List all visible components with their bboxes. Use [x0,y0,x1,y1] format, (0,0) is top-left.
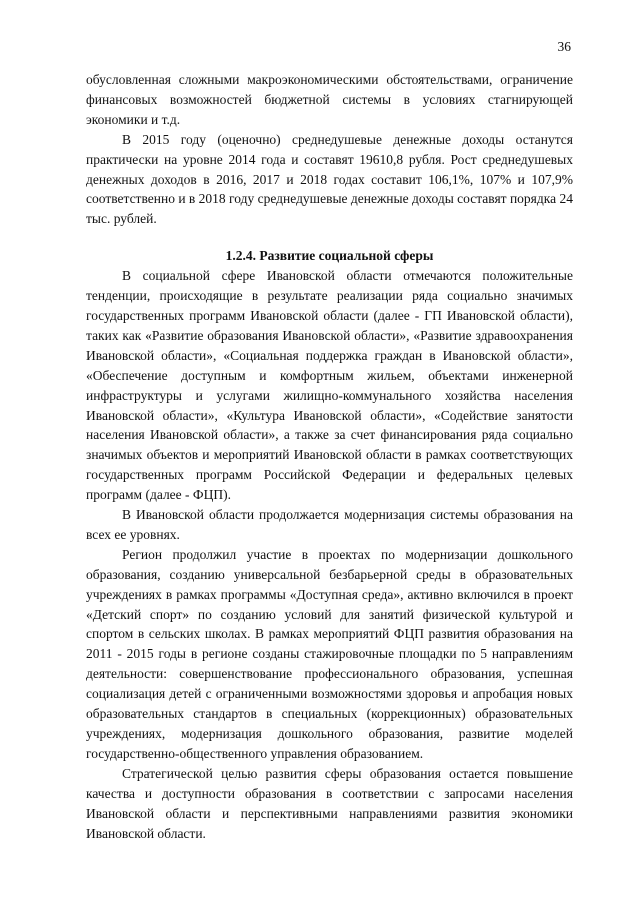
paragraph: В Ивановской области продолжается модернизация системы образования на всех ее уровнях. [86,507,573,542]
document-body [86,70,573,843]
paragraph: В социальной сфере Ивановской области отмечаются положительные тенденции, происходящие в результате реализации ряда социально значимых государственных программ Ивановской области (далее - ГП Ивановской области), таких как «Развитие образования Ивановской области», «Развитие здравоохранения Ивановской области», «Социальная поддержка граждан в Ивановской области», «Обеспечение доступным и комфортным жильем, объектами инженерной инфраструктуры и услугами жилищно-коммунального хозяйства населения Ивановской области», «Культура Ивановской области», «Содействие занятости населения Ивановской области», а также за счет финансирования ряда социально значимых объектов и мероприятий Ивановской области в рамках соответствующих государственных программ Российской Федерации и федеральных целевых программ (далее - ФЦП). [86,268,573,503]
section-heading: 1.2.4. Развитие социальной сферы [225,248,434,264]
paragraph: В 2015 году (оценочно) среднедушевые денежные доходы останутся практически на уровне 2014 года и составят 19610,8 рубля. Рост среднедушевых денежных доходов в 2016, 2017 и 2018 годах составит 106,1%, 107% и 107,9% соответственно и в 2018 году среднедушевые денежные доходы составят порядка 24 тыс. рублей. [86,131,573,227]
page-number: 36 [557,39,571,54]
paragraph: Стратегической целью развития сферы образования остается повышение качества и доступности образования в соответствии с запросами населения Ивановской области и перспективными направлениями развития экономики Ивановской области. [86,765,573,841]
paragraph: обусловленная сложными макроэкономическими обстоятельствами, ограничение финансовых возможностей бюджетной системы в условиях стагнирующей экономики и т.д. [86,72,573,127]
paragraph: Регион продолжил участие в проектах по модернизации дошкольного образования, созданию универсальной безбарьерной среды в образовательных учреждениях в рамках программы «Доступная среда», активно включился в проект «Детский спорт» по созданию условий для занятий физической культурой и спортом в сельских школах. В рамках мероприятий ФЦП развития образования на 2011 - 2015 годы в регионе созданы стажировочные площадки по 5 направлениям деятельности: совершенствование профессионального образования, успешная социализация детей с ограниченными возможностями здоровья и апробация новых образовательных стандартов в специальных (коррекционных) образовательных учреждениях, модернизация дошкольного образования, развитие моделей государственно-общественного управления образованием. [86,546,573,761]
